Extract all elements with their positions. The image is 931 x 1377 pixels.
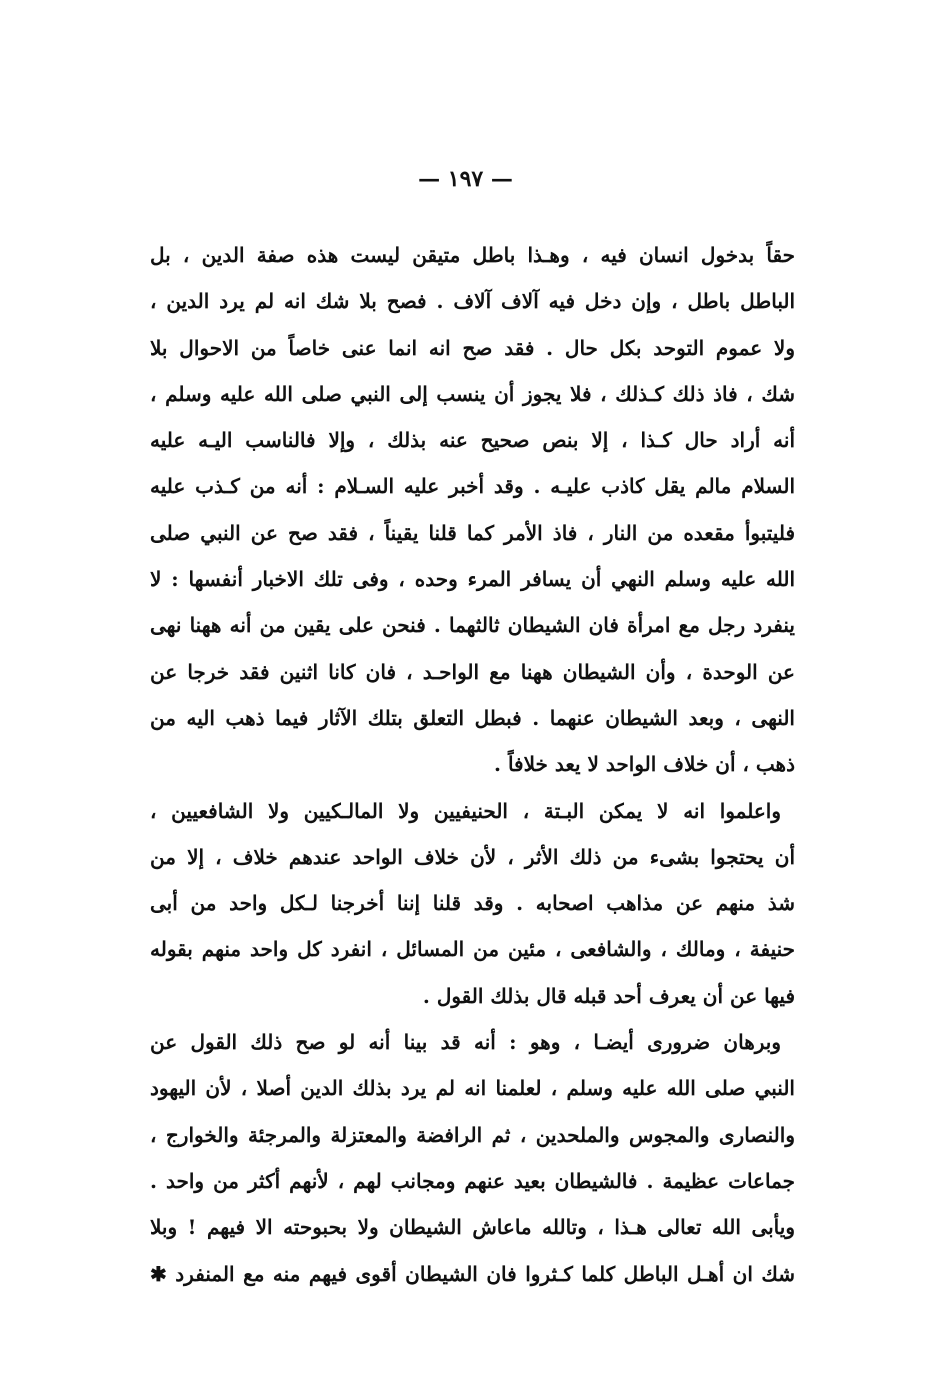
text-line: أن يحتجوا بشىء من ذلك الأثر ، لأن خلاف الواحد عندهم خلاف ، إلا من [150,844,795,869]
text-line: فليتبوأ مقعده من النار ، فاذ الأمر كما قلنا يقيناً ، فقد صح عن النبي صلى [150,520,795,545]
text-line: ويأبى الله تعالى هـذا ، وتالله ماعاش الشيطان ولا بحبوحته الا فيهم ! وبلا [150,1215,795,1240]
text-line: شذ منهم عن مذاهب اصحابه . وقد قلنا إننا أخرجنا لـكل واحد من أبى [150,891,795,916]
paragraph-end-line: ذهب ، أن خلاف الواحد لا يعد خلافاً . [494,752,795,777]
text-line: أنه أراد حال كـذا ، إلا بنص صحيح عنه بذلك ، وإلا فالناسب اليـه عليه [150,428,795,453]
text-line: ولا عموم التوحد بكل حال . فقد صح انه انما عنى خاصاً من الاحوال بلا [150,335,795,360]
paragraph-start-line: واعلموا انه لا يمكن البـتة ، الحنيفيين ولا المالـكيين ولا الشافعيين ، [150,798,781,823]
text-line: حقاً بدخول انسان فيه ، وهـذا باطل متيقن ليست هذه صفة الدين ، بل [150,243,795,267]
text-line: النبي صلى الله عليه وسلم ، لعلمنا انه لم يرد بذلك الدين أصلا ، لأن اليهود [150,1076,795,1101]
text-line: شك ان أهـل الباطل كلما كـثروا فان الشيطان أقوى فيهم منه مع المنفرد ✱ [150,1261,795,1286]
text-line: جماعات عظيمة . فالشيطان بعيد عنهم ومجانب لهم ، لأنهم أكثر من واحد . [150,1168,795,1193]
page-number: — ١٩٧ — [418,166,513,192]
text-line: ينفرد رجل مع امرأة فان الشيطان ثالثهما . فنحن على يقين من أنه ههنا نهى [150,613,795,638]
text-line: الباطل باطل ، وإن دخل فيه آلاف آلاف . فصح بلا شك انه لم يرد الدين ، [150,289,795,314]
body-text [150,232,795,1297]
text-line: الله عليه وسلم النهي أن يسافر المرء وحده ، وفى تلك الاخبار أنفسها : لا [150,567,795,592]
text-line: عن الوحدة ، وأن الشيطان ههنا مع الواحـد ، فان كانا اثنين فقد خرجا عن [150,659,795,684]
paragraph-start-line: وبرهان ضرورى أيضـا ، وهو : أنه قد بينا أنه لو صح ذلك القول عن [150,1030,781,1055]
text-line: حنيفة ، ومالك ، والشافعى ، مئين من المسائل ، انفرد كل واحد منهم بقوله [150,937,795,962]
text-line: النهى ، وبعد الشيطان عنهما . فبطل التعلق بتلك الآثار فيما ذهب اليه من [150,705,795,730]
text-line: السلام مالم يقل كاذب عليـه . وقد أخبر عليه السـلام : أنه من كـذب عليه [150,474,795,499]
text-line: شك ، فاذ ذلك كـذلك ، فلا يجوز أن ينسب إلى النبي صلى الله عليه وسلم ، [150,381,795,406]
paragraph-end-line: فيها عن أن يعرف أحد قبله قال بذلك القول . [422,983,795,1008]
text-line: والنصارى والمجوس والملحدين ، ثم الرافضة والمعتزلة والمرجئة والخوارج ، [150,1122,795,1147]
